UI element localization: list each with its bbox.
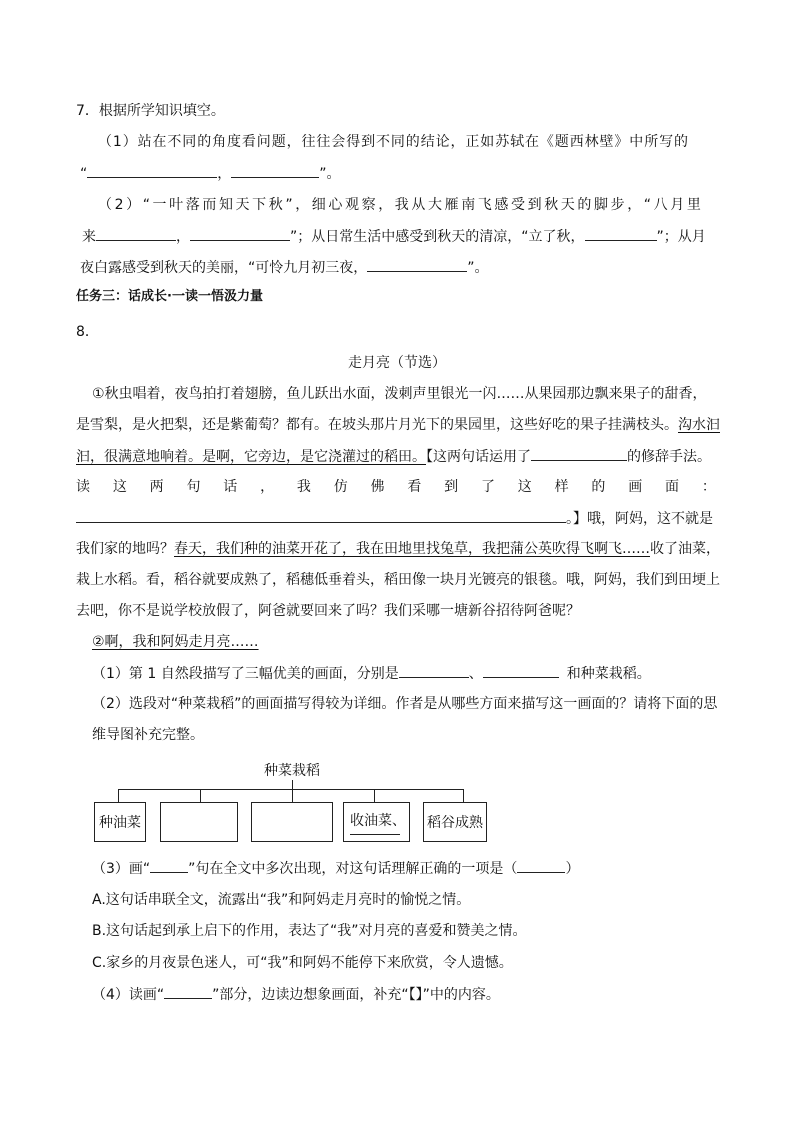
option-a[interactable]: A.这句话串联全文，流露出“我”和阿妈走月亮时的愉悦之情。 (92, 892, 471, 908)
connector-line (292, 780, 293, 789)
text-segment: 的修辞手法。 (627, 449, 711, 465)
text-segment: ） (565, 861, 580, 877)
para1-line8: 去吧，你不是说学校放假了，阿爸就要回来了吗？我们采哪一塘新谷招待阿爸呢？ (76, 603, 580, 619)
q7-part2-line3 (80, 257, 489, 278)
spread-char: ， (260, 479, 275, 495)
connector-line (118, 789, 119, 802)
answer-blank[interactable] (76, 508, 566, 523)
text-segment: ”；从月 (656, 229, 706, 245)
q7-title: 7．根据所学知识填空。 (76, 103, 225, 119)
q7-part2-line2 (82, 226, 706, 247)
para1-line6 (76, 539, 720, 559)
answer-blank[interactable] (231, 163, 319, 178)
mind-map-box-blank[interactable] (160, 802, 238, 842)
quote-close: ”。 (319, 166, 341, 182)
mind-map-box-planting: 种油菜 (94, 802, 146, 842)
spread-char: 话 (223, 479, 238, 495)
text-segment: ”部分，边读边想象画面，补充“【】”中的内容。 (212, 987, 500, 1003)
sub-question-1 (92, 663, 651, 684)
answer-blank[interactable] (483, 663, 559, 678)
text-segment: （1）第 1 自然段描写了三幅优美的画面，分别是 (92, 666, 399, 682)
para1-line3 (76, 446, 711, 467)
answer-blank[interactable] (367, 257, 467, 272)
q7-part2-line1: （2）“一叶落而知天下秋”，细心观察，我从大雁南飞感受到秋天的脚步，“八月里 (98, 197, 704, 213)
text-segment: 收了油菜， (650, 541, 720, 557)
text-segment: ”句在全文中多次出现，对这句话理解正确的一项是（ (188, 861, 518, 877)
para1-line1: ①秋虫唱着，夜鸟拍打着翅膀，鱼儿跃出水面，泼刺声里银光一闪……从果园那边飘来果子的甜香， (92, 386, 707, 402)
text-segment: （4）读画“ (92, 987, 165, 1003)
text-segment: （3）画“ (92, 861, 151, 877)
spread-char: 了 (480, 479, 495, 495)
answer-blank[interactable] (150, 858, 188, 873)
spread-char: ： (701, 479, 716, 495)
passage-title: 走月亮（节选） (348, 355, 446, 371)
mind-map-box-ripening: 稻谷成熟 (423, 802, 487, 842)
para2: ②啊，我和阿妈走月亮…… (92, 634, 259, 650)
spread-char: 到 (444, 479, 459, 495)
connector-line (374, 789, 375, 802)
text-segment: 。】哦，阿妈，这不就是 (566, 511, 713, 527)
spread-char: 我 (296, 479, 311, 495)
spread-char: 样 (554, 479, 569, 495)
answer-blank[interactable] (399, 663, 469, 678)
answer-blank[interactable] (531, 446, 627, 461)
sub-question-2-line1: （2）选段对“种菜栽稻”的画面描写得较为详细。作者是从哪些方面来描写这一画面的？请将下面的思 (92, 696, 718, 712)
spread-char: 画 (628, 479, 643, 495)
option-c[interactable]: C.家乡的月夜景色迷人，可“我”和阿妈不能停下来欣赏，令人遗憾。 (92, 955, 513, 971)
q7-part1-line1: （1）站在不同的角度看问题，往往会得到不同的结论，正如苏轼在《题西林壁》中所写的 (98, 134, 689, 150)
text-segment: ”；从日常生活中感受到秋天的清凉，“立了秋， (290, 229, 585, 245)
text-segment: 【这两句话运用了 (426, 449, 531, 465)
spread-char: 读 (76, 479, 90, 495)
para1-line2 (76, 415, 720, 435)
connector-line (463, 789, 464, 802)
text-segment: 来 (82, 229, 96, 245)
mind-map-box-blank[interactable] (251, 802, 333, 842)
text-segment: 和种菜栽稻。 (566, 666, 651, 682)
q8-number: 8． (76, 324, 99, 340)
option-b[interactable]: B.这句话起到承上启下的作用，表达了“我”对月亮的喜爱和赞美之情。 (92, 923, 527, 939)
comma: ， (217, 166, 232, 182)
spread-char: 佛 (370, 479, 385, 495)
para1-line5 (76, 508, 713, 529)
spread-char: 这 (517, 479, 532, 495)
spread-char: 仿 (333, 479, 348, 495)
answer-blank[interactable] (164, 984, 212, 999)
connector-line (118, 789, 463, 790)
task3-heading: 任务三：话成长·一读一悟汲力量 (76, 289, 263, 304)
answer-blank[interactable] (96, 226, 176, 241)
text-segment: 是雪梨，是火把梨，还是紫葡萄？都有。在坡头那片月光下的果园里，这些好吃的果子挂满枝头。 (76, 417, 678, 433)
para1-line4 (76, 477, 716, 497)
answer-blank[interactable] (87, 163, 217, 178)
connector-line (200, 789, 201, 802)
q7-part1-line2 (80, 163, 341, 184)
underlined-sentence: 汩，很满意地响着。是啊，它旁边，是它浇灌过的稻田。 (76, 449, 426, 465)
answer-blank[interactable] (585, 226, 657, 241)
text-segment: ， (176, 229, 190, 245)
sub-question-3 (92, 858, 579, 879)
text-segment: 我们家的地吗？ (76, 541, 174, 557)
mind-map-box-label: 收油菜、 (350, 812, 406, 829)
quote-open: “ (80, 166, 88, 182)
spread-char: 看 (407, 479, 422, 495)
text-segment: 夜白露感受到秋天的美丽，“可怜九月初三夜， (80, 260, 368, 276)
sub-question-2-line2: 维导图补充完整。 (92, 727, 204, 743)
underlined-sentence: 沟水汩 (678, 417, 720, 433)
mind-map-root: 种菜栽稻 (264, 763, 320, 779)
underlined-sentence: 春天，我们种的油菜开花了，我在田地里找兔草，我把蒲公英吹得飞啊飞…… (174, 541, 650, 557)
spread-char: 这 (112, 479, 127, 495)
spread-char: 句 (186, 479, 201, 495)
answer-blank[interactable] (190, 226, 290, 241)
mind-map-box-harvest (343, 802, 410, 842)
spread-char: 的 (591, 479, 606, 495)
sub-question-4 (92, 984, 500, 1005)
answer-blank[interactable] (350, 830, 400, 835)
para1-line7: 栽上水稻。看，稻谷就要成熟了，稻穗低垂着头，稻田像一块月光镀亮的银毯。哦，阿妈，我们到田埂上 (76, 572, 720, 588)
answer-blank[interactable] (517, 858, 565, 873)
spread-char: 两 (149, 479, 164, 495)
text-segment: ”。 (467, 260, 489, 276)
spread-char: 面 (665, 479, 679, 495)
text-segment: 、 (468, 666, 483, 682)
connector-line (292, 789, 293, 802)
